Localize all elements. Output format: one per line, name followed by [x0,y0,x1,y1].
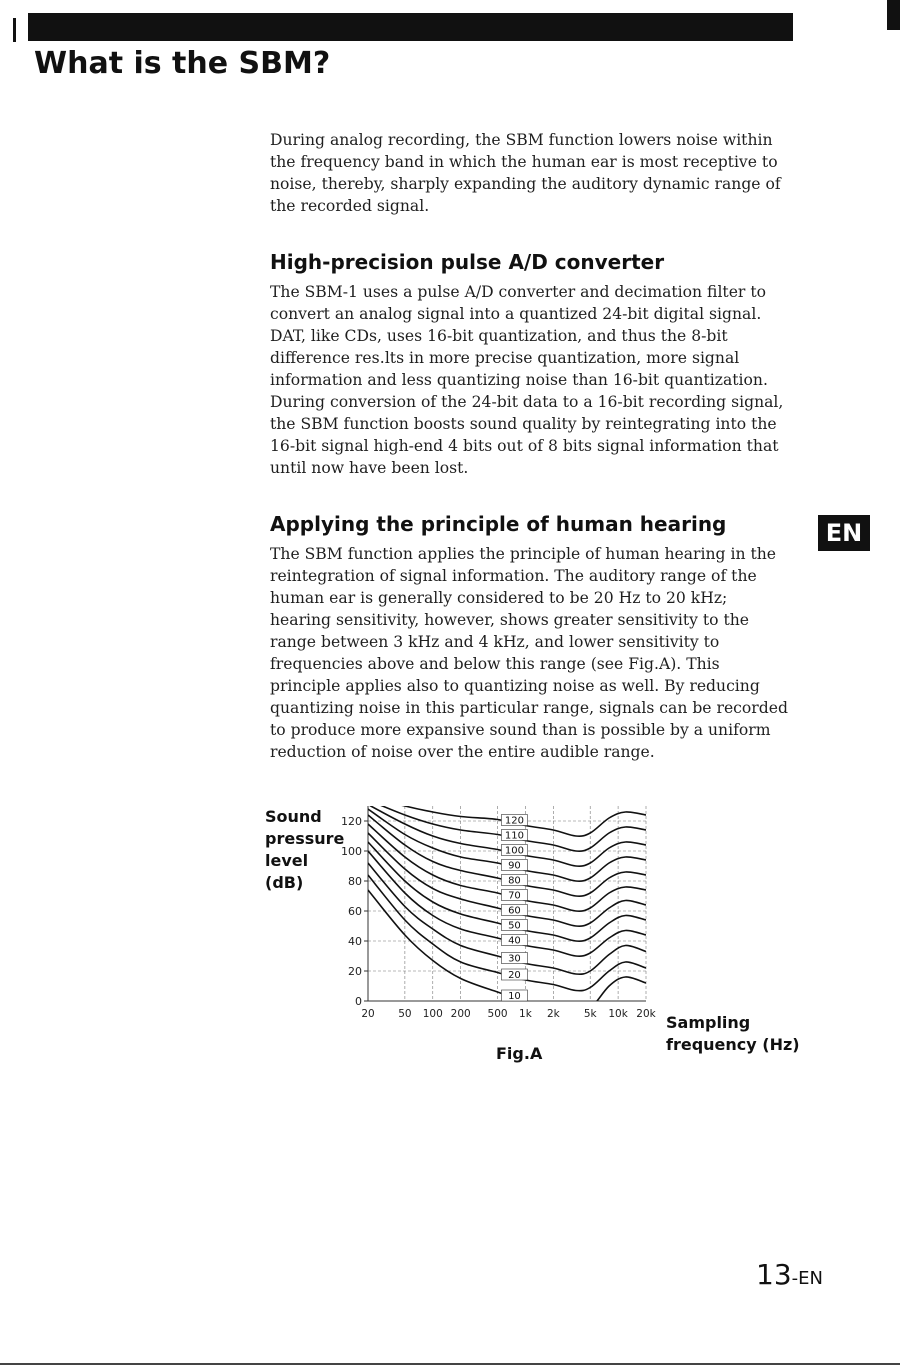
curve-label-120: 120 [504,815,524,827]
y-tick-label: 40 [348,935,362,948]
y-tick-label: 0 [355,995,362,1008]
section-heading-human-hearing: Applying the principle of human hearing [270,512,727,536]
page-title: What is the SBM? [34,46,331,81]
section-body-ad-converter: The SBM-1 uses a pulse A/D converter and decimation filter to convert an analog signal into a quantized 24-bit digital signal. DAT, like CDs, uses 16-bit quantization, and thus the 8-bit difference res․lts in more precise quantization, more signal information and less quantizing noise than 16-bit quantization. During conversion of the 24-bit data to a 16-bit recording signal, the SBM function boosts sound quality by reintegrating into the 16-bit signal high-end 4 bits out of 8 bits signal information that until now have been lost. [270,283,784,477]
x-tick-label: 1k [519,1008,532,1020]
x-tick-label: 500 [487,1008,508,1020]
y-tick-label: 80 [348,875,362,888]
curve-label-30: 30 [508,953,521,965]
curve-label-110: 110 [504,830,524,842]
x-tick-label: 2k [546,1008,560,1020]
x-tick-label: 20k [636,1008,656,1020]
language-tab-en: EN [818,515,870,551]
x-tick-label: 10k [608,1008,628,1020]
y-tick-label: 100 [341,845,362,858]
x-tick-label: 200 [450,1008,471,1020]
x-tick-label: 20 [361,1008,375,1020]
edge-tab-mark [887,0,900,30]
y-tick-label: 120 [341,815,362,828]
crop-mark [13,18,21,42]
bottom-rule [0,1363,900,1365]
chart-y-axis-label: Sound pressure level (dB) [265,807,345,892]
header-bar [28,13,793,41]
intro-paragraph: During analog recording, the SBM function lowers noise within the frequency band in which the human ear is most receptive to noise, thereby, sharply expanding the auditory dynamic range of the recorded signal. [270,131,781,215]
curve-label-40: 40 [508,935,521,947]
section-heading-ad-converter: High-precision pulse A/D converter [270,250,665,274]
curve-label-80: 80 [508,875,521,887]
curve-label-100: 100 [504,845,524,857]
curve-label-90: 90 [508,860,521,872]
curve-label-60: 60 [508,905,521,917]
chart-x-axis-label: Sampling frequency (Hz) [666,1013,800,1054]
section-body-human-hearing: The SBM function applies the principle of human hearing in the reintegration of signal information. The auditory range of the human ear is generally considered to be 20 Hz to 20 kHz; hearing sensitivity, however, shows greater sensitivity to the range between 3 kHz and 4 kHz, and lower sensitivity to frequencies above and below this range (see Fig.A). This principle applies also to quantizing noise as well. By reducing quantizing noise in this particular range, signals can be recorded to produce more expansive sound than is possible by a uniform reduction of noise over the entire audible range. [270,545,788,761]
curve-label-50: 50 [508,920,521,932]
curve-label-70: 70 [508,890,521,902]
figure-caption: Fig.A [496,1044,543,1063]
y-tick-label: 20 [348,965,362,978]
equal-loudness-chart [330,800,670,1032]
curve-label-10: 10 [508,991,521,1002]
curve-label-20: 20 [508,970,521,981]
x-tick-label: 100 [422,1008,443,1020]
page-number-suffix: -EN [791,1268,823,1289]
x-tick-label: 50 [398,1008,412,1020]
page-number-value: 13 [756,1258,792,1291]
y-tick-label: 60 [348,905,362,918]
page-number [756,1258,823,1291]
x-tick-label: 5k [583,1008,597,1020]
